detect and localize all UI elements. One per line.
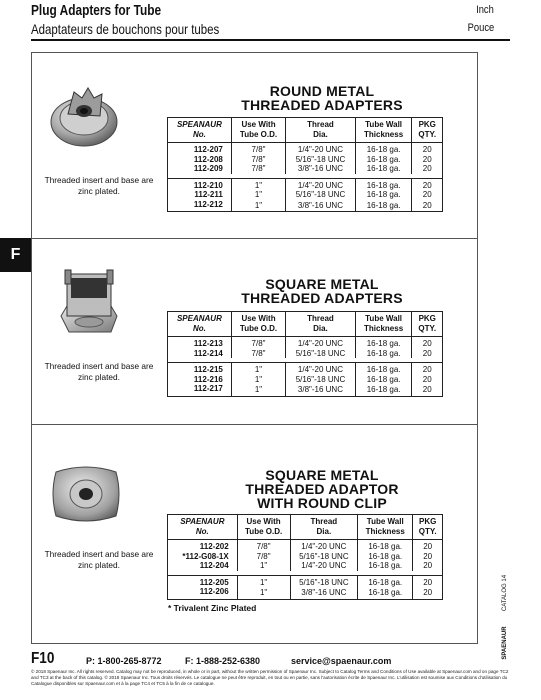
col-header-od: Use With Tube O.D. [231, 118, 285, 143]
table-row: 112-204 1" 1/4"-20 UNC 16-18 ga. 20 [168, 561, 443, 571]
col-header-no: SPEANAUR No. [168, 118, 232, 143]
square-clip-adapter-photo [48, 458, 124, 530]
square-clip-caption: Threaded insert and base are zinc plated. [44, 549, 154, 570]
section-tab[interactable]: F [0, 238, 31, 272]
round-adapter-photo [48, 78, 120, 150]
table-row: 112-211 1" 5/16"-18 UNC 16-18 ga. 20 [168, 190, 443, 200]
table-row: 112-202 7/8" 1/4"-20 UNC 16-18 ga. 20 [168, 540, 443, 552]
table-row: 112-214 7/8" 5/16"-18 UNC 16-18 ga. 20 [168, 349, 443, 359]
col-header-wall: Tube Wall Thickness [355, 118, 412, 143]
table-row: 112-213 7/8" 1/4"-20 UNC 16-18 ga. 20 [168, 337, 443, 349]
table-row: 112-208 7/8" 5/16"-18 UNC 16-18 ga. 20 [168, 155, 443, 165]
square-clip-spec-table: SPAENAUR No. Use With Tube O.D. Thread Dia. Tube Wall Thickness PKG QTY. 112-202 7/8" 1/4"-20 UNC 16-18 ga. 20 *112-G08-1X 7/8" 5/16"-18 UNC 16-18 ga. 20 112-204 1" 1/4"-20 UNC 16-18 ga. 20 112-205 1" 5/16"-18 UNC 16-18 ga. 20 112-206 1" 3/8"-16 UNC 16-18 ga. 20 [167, 514, 443, 600]
catalog-brand [500, 560, 512, 670]
table-row: 112-212 1" 3/8"-16 UNC 16-18 ga. 20 [168, 200, 443, 212]
table-row: *112-G08-1X 7/8" 5/16"-18 UNC 16-18 ga. 20 [168, 552, 443, 562]
table-row: 112-205 1" 5/16"-18 UNC 16-18 ga. 20 [168, 575, 443, 587]
square-caption: Threaded insert and base are zinc plated. [44, 361, 154, 382]
table-row: 112-217 1" 3/8"-16 UNC 16-18 ga. 20 [168, 384, 443, 396]
table-row: 112-216 1" 5/16"-18 UNC 16-18 ga. 20 [168, 375, 443, 385]
copyright-fine-print: © 2018 Spaenaur Inc. All rights reserved. Catalog may not be reproduced, in whole or in part, without the written permission of Spaenaur Inc. Subject to Catalog Terms and Conditions of Use available at Spaenaur.com and on page TC2 and TC3 at the back of this catalog. © 2018 Spaenaur Inc. Tous droits réservés. Le catalogue ne peut être reproduit, en tout ou en partie, sans l'autorisation écrite de Spaenaur Inc. L'utilisation est soumise aux Conditions d'utilisation du Catalogue disponibles sur Spaenaur.com et à la page TC4 et TC5 à la fin de ce catalogue. [31, 669, 509, 686]
square-spec-table: SPEANAUR No. Use With Tube O.D. Thread Dia. Tube Wall Thickness PKG QTY. 112-213 7/8" 1/4"-20 UNC 16-18 ga. 20 112-214 7/8" 5/16"-18 UNC 16-18 ga. 20 112-215 1" 1/4"-20 UNC 16-18 ga. 20 112-216 1" 5/16"-18 UNC 16-18 ga. 20 112-217 1" 3/8"-16 UNC 16-18 ga. 20 [167, 311, 443, 397]
header-rule [31, 39, 510, 41]
page-title: Plug Adapters for Tube [31, 3, 162, 19]
phone-number[interactable]: P: 1-800-265-8772 [86, 656, 162, 666]
col-header-thread: Thread Dia. [286, 118, 356, 143]
square-section-title: SQUARE METAL THREADED ADAPTERS [241, 276, 403, 306]
unit-label: Inch [476, 4, 494, 16]
table-row: 112-210 1" 1/4"-20 UNC 16-18 ga. 20 [168, 178, 443, 190]
table-row: 112-209 7/8" 3/8"-16 UNC 16-18 ga. 20 [168, 164, 443, 174]
page-number: F10 [31, 650, 55, 667]
email-link[interactable]: service@spaenaur.com [291, 656, 392, 666]
footnote: * Trivalent Zinc Plated [168, 603, 257, 613]
table-row: 112-207 7/8" 1/4"-20 UNC 16-18 ga. 20 [168, 143, 443, 155]
square-clip-section-title: SQUARE METAL THREADED ADAPTOR WITH ROUND CLIP [245, 467, 399, 511]
table-row: 112-206 1" 3/8"-16 UNC 16-18 ga. 20 [168, 587, 443, 599]
col-header-pkg: PKG QTY. [412, 118, 443, 143]
fax-number[interactable]: F: 1-888-252-6380 [185, 656, 261, 666]
round-caption: Threaded insert and base are zinc plated. [44, 175, 154, 196]
catalog-label: CATALOG 14 [502, 574, 508, 612]
page-subtitle: Adaptateurs de bouchons pour tubes [31, 21, 220, 37]
square-adapter-photo [55, 266, 121, 342]
brand-logo: SPAENAUR [502, 626, 508, 660]
round-section-title: ROUND METAL THREADED ADAPTERS [241, 83, 403, 113]
round-spec-table [167, 117, 443, 212]
unit-label-fr: Pouce [467, 22, 494, 34]
table-row: 112-215 1" 1/4"-20 UNC 16-18 ga. 20 [168, 363, 443, 375]
